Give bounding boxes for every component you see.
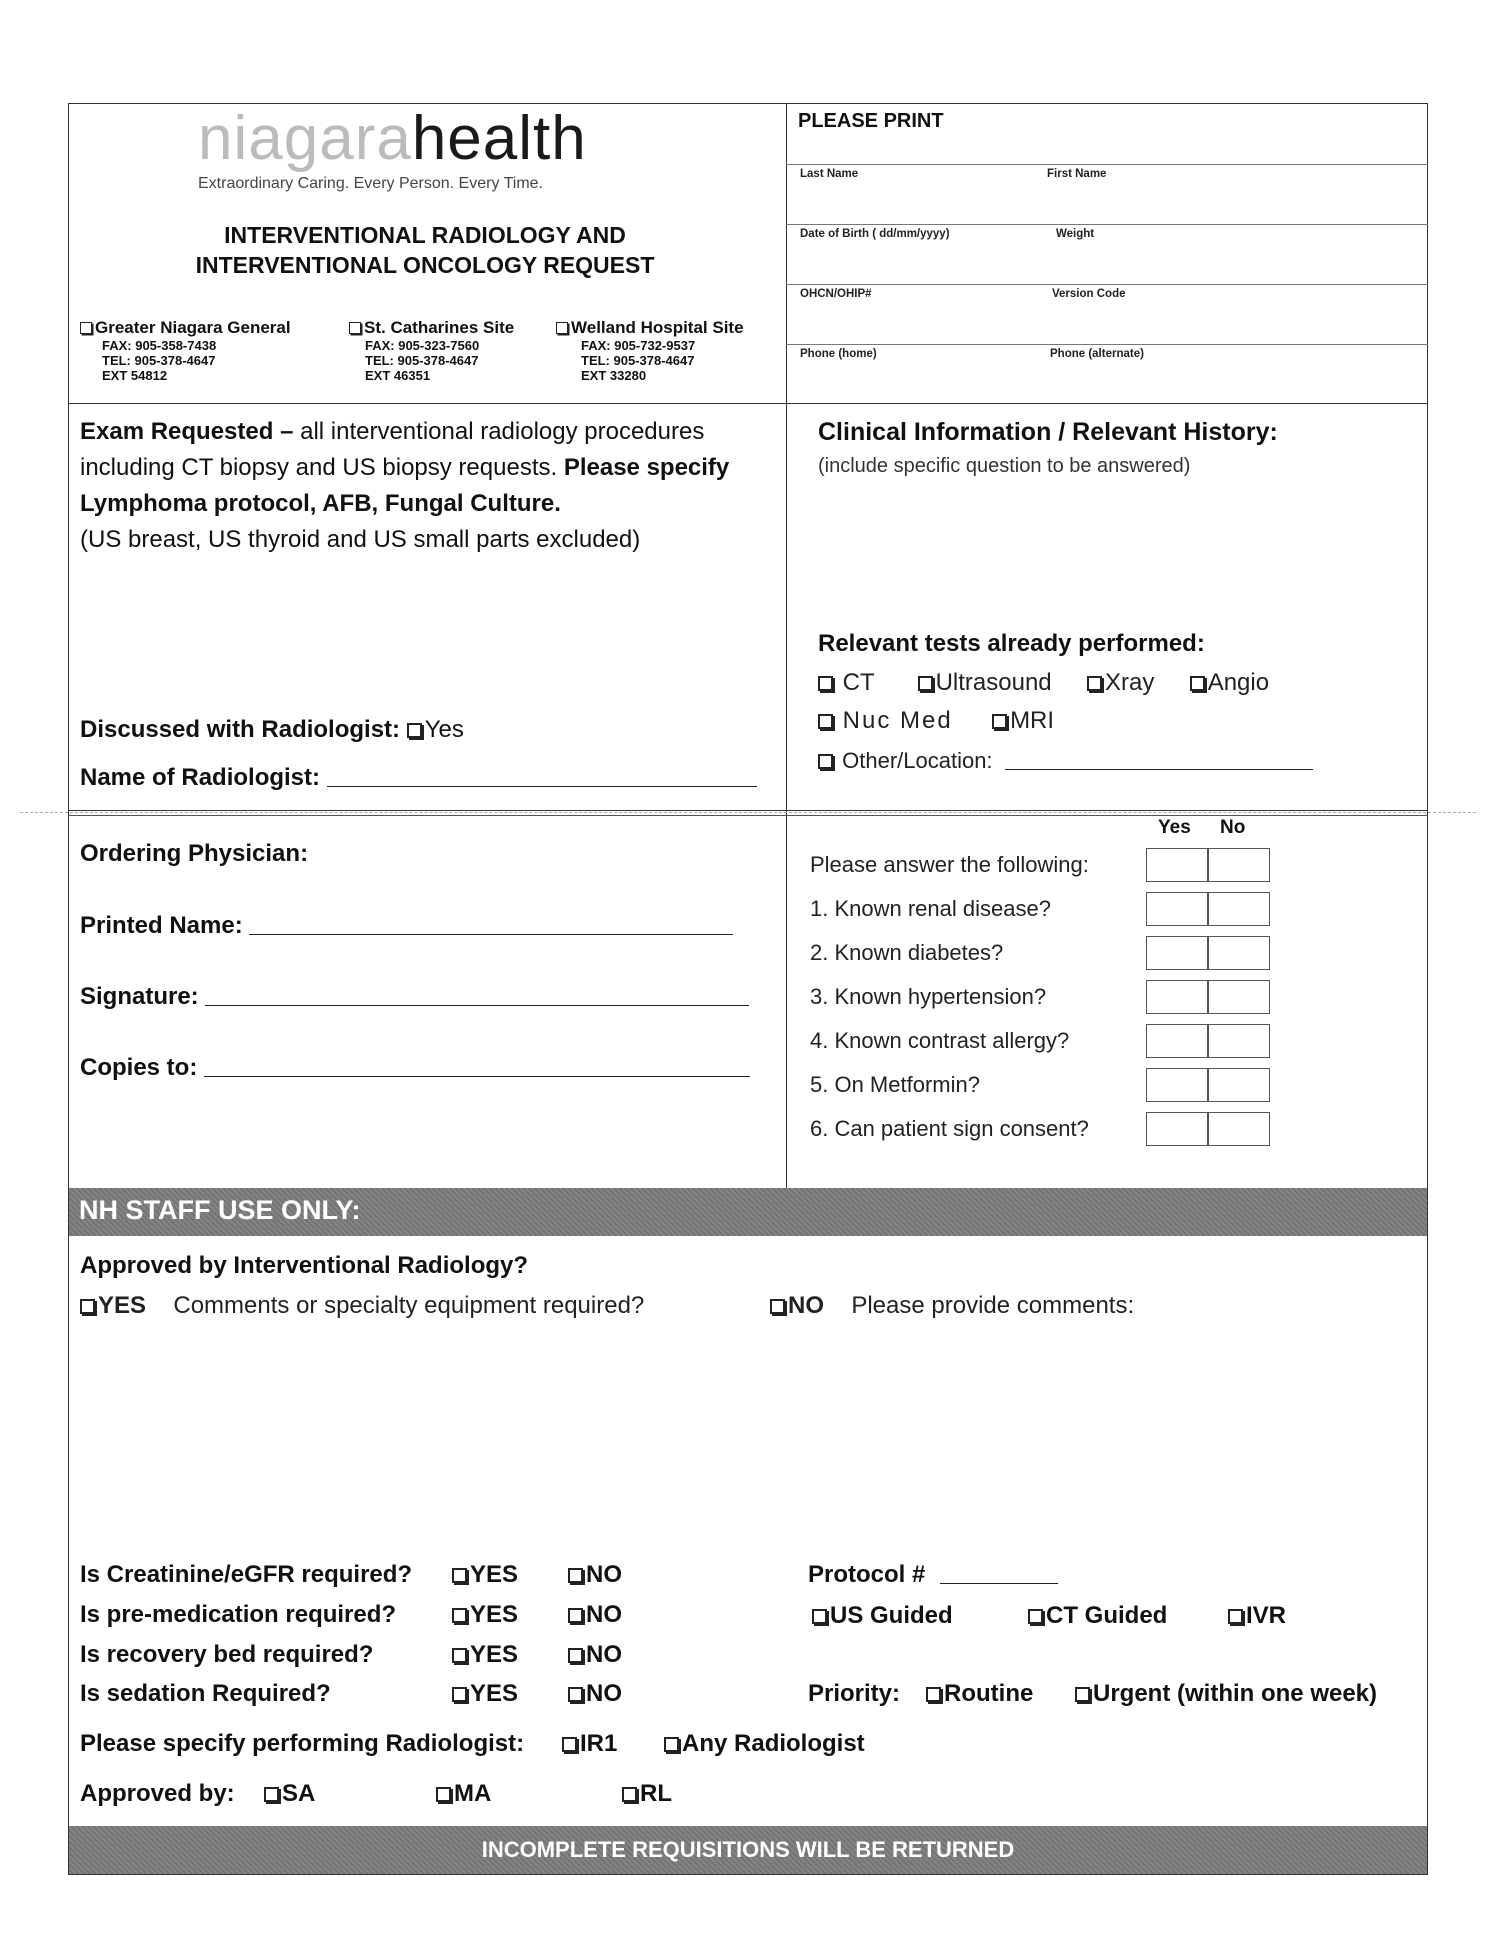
answer-6-yes[interactable]	[1146, 1112, 1208, 1146]
us-guided-option[interactable]	[812, 1602, 953, 1630]
approval-row	[80, 1292, 644, 1320]
sedation-label: Is sedation Required?	[80, 1680, 331, 1707]
approved-no-label: NO	[788, 1292, 824, 1319]
approved-by-rl[interactable]	[622, 1780, 672, 1808]
checkbox-icon	[562, 1737, 577, 1752]
test-ct-label: CT	[842, 669, 875, 696]
option-label: NO	[586, 1601, 622, 1628]
version-code-field[interactable]: Version Code	[1052, 288, 1126, 300]
checkbox-icon	[1028, 1609, 1043, 1624]
site-fax: FAX: 905-323-7560	[365, 338, 480, 353]
answer-5-no[interactable]	[1208, 1068, 1270, 1102]
staff-bar	[69, 1188, 1427, 1236]
any-radiologist-option[interactable]	[664, 1730, 865, 1758]
radiologist-name-label: Name of Radiologist:	[80, 764, 321, 791]
checkbox-icon	[452, 1648, 467, 1663]
tests-row-1	[818, 665, 1269, 701]
patient-line-4	[786, 344, 1428, 345]
recovery-no[interactable]	[568, 1641, 622, 1669]
checkbox-icon	[664, 1737, 679, 1752]
exam-text-2: including CT biopsy and US biopsy requests.	[80, 454, 558, 481]
ordering-heading: Ordering Physician:	[80, 840, 309, 867]
site-ext: EXT 33280	[581, 368, 647, 383]
phone-alt-field[interactable]: Phone (alternate)	[1050, 348, 1144, 360]
question-2: 2. Known diabetes?	[810, 940, 1004, 965]
weight-field[interactable]: Weight	[1056, 228, 1095, 240]
exam-text-3: Lymphoma protocol, AFB, Fungal Culture.	[80, 490, 561, 517]
no-header: No	[1220, 817, 1246, 838]
question-5: 5. On Metformin?	[810, 1072, 980, 1097]
signature-input[interactable]	[205, 1005, 749, 1006]
creatinine-no[interactable]	[568, 1561, 622, 1589]
priority-urgent[interactable]	[1075, 1680, 1377, 1708]
questions-intro: Please answer the following:	[810, 852, 1089, 877]
ivr-option[interactable]	[1228, 1602, 1286, 1630]
fold-line	[20, 812, 1476, 813]
sedation-yes[interactable]	[452, 1680, 518, 1708]
site-tel: TEL: 905-378-4647	[581, 353, 695, 368]
staff-bar-title: NH STAFF USE ONLY:	[79, 1195, 361, 1225]
checkbox-icon	[812, 1609, 827, 1624]
protocol-label: Protocol #	[808, 1561, 926, 1588]
test-ultrasound-checkbox[interactable]	[918, 676, 933, 691]
discussed-yes-label: Yes	[424, 716, 464, 743]
answer-3-yes[interactable]	[1146, 980, 1208, 1014]
test-mri-checkbox[interactable]	[992, 714, 1007, 729]
test-other-label: Other/Location:	[842, 748, 993, 773]
approved-by-ma[interactable]	[436, 1780, 491, 1808]
sedation-no[interactable]	[568, 1680, 622, 1708]
checkbox-icon	[926, 1687, 941, 1702]
answer-5-yes[interactable]	[1146, 1068, 1208, 1102]
test-mri-label: MRI	[1010, 707, 1055, 734]
option-label: Routine	[944, 1680, 1034, 1707]
other-location-input[interactable]	[1005, 769, 1313, 770]
yes-header: Yes	[1158, 817, 1191, 838]
title-line-1: INTERVENTIONAL RADIOLOGY AND	[224, 222, 626, 248]
tests-row-3	[818, 748, 1313, 774]
site-checkbox[interactable]	[80, 322, 92, 334]
checkbox-icon	[622, 1787, 637, 1802]
discussed-row	[80, 712, 464, 748]
approved-yes-checkbox[interactable]	[80, 1299, 95, 1314]
copies-label: Copies to:	[80, 1054, 198, 1081]
patient-line-2	[786, 224, 1428, 225]
site-st-catharines	[349, 318, 559, 383]
answer-intro-no[interactable]	[1208, 848, 1270, 882]
site-name: Welland Hospital Site	[571, 318, 744, 337]
discussed-label: Discussed with Radiologist:	[80, 716, 401, 743]
radiologist-name-input[interactable]	[327, 786, 757, 787]
option-label: NO	[586, 1641, 622, 1668]
tagline: Extraordinary Caring. Every Person. Every Time.	[198, 175, 544, 192]
site-tel: TEL: 905-378-4647	[102, 353, 216, 368]
site-name: St. Catharines Site	[364, 318, 515, 337]
option-label: US Guided	[830, 1602, 953, 1629]
approved-yes-text: Comments or specialty equipment required?	[173, 1292, 645, 1319]
site-welland	[556, 318, 786, 383]
recovery-label: Is recovery bed required?	[80, 1641, 374, 1668]
discussed-yes-checkbox[interactable]	[407, 723, 422, 738]
option-label: Urgent (within one week)	[1093, 1680, 1378, 1707]
answer-1-yes[interactable]	[1146, 892, 1208, 926]
logo-part1: niagara	[198, 104, 412, 173]
site-ext: EXT 46351	[365, 368, 431, 383]
logo	[198, 104, 587, 173]
printed-name-row	[80, 908, 733, 944]
ohcn-field[interactable]: OHCN/OHIP#	[800, 288, 872, 300]
phone-home-field[interactable]: Phone (home)	[800, 348, 877, 360]
option-label: YES	[470, 1680, 519, 1707]
answer-3-no[interactable]	[1208, 980, 1270, 1014]
test-other-checkbox[interactable]	[818, 754, 833, 769]
answer-2-no[interactable]	[1208, 936, 1270, 970]
test-xray-label: Xray	[1104, 669, 1155, 696]
exam-requested-block	[80, 414, 780, 558]
test-nuc-med-label: Nuc Med	[842, 707, 953, 734]
approved-question: Approved by Interventional Radiology?	[80, 1252, 529, 1279]
option-label: YES	[470, 1641, 519, 1668]
clinical-subheading: (include specific question to be answered)	[818, 455, 1191, 477]
first-name-field[interactable]: First Name	[1047, 168, 1107, 180]
form-title	[100, 220, 750, 280]
checkbox-icon	[1075, 1687, 1090, 1702]
test-ultrasound-label: Ultrasound	[935, 669, 1052, 696]
header-divider	[786, 103, 787, 1188]
question-1: 1. Known renal disease?	[810, 896, 1051, 921]
checkbox-icon	[568, 1608, 583, 1623]
question-6: 6. Can patient sign consent?	[810, 1116, 1089, 1141]
checkbox-icon	[436, 1787, 451, 1802]
copies-input[interactable]	[204, 1076, 750, 1077]
checkbox-icon	[568, 1568, 583, 1583]
test-xray-checkbox[interactable]	[1087, 676, 1102, 691]
checkbox-icon	[452, 1568, 467, 1583]
approved-yes-label: YES	[98, 1292, 147, 1319]
patient-line-1	[786, 164, 1428, 165]
test-nuc-med-checkbox[interactable]	[818, 714, 833, 729]
section-divider-3	[68, 815, 1428, 816]
printed-name-input[interactable]	[249, 934, 733, 935]
site-checkbox[interactable]	[349, 322, 361, 334]
premed-label: Is pre-medication required?	[80, 1601, 397, 1628]
site-ext: EXT 54812	[102, 368, 168, 383]
answer-4-yes[interactable]	[1146, 1024, 1208, 1058]
option-label: IR1	[580, 1730, 618, 1757]
checkbox-icon	[452, 1687, 467, 1702]
tests-heading: Relevant tests already performed:	[818, 630, 1205, 657]
checkbox-icon	[1228, 1609, 1243, 1624]
footer-text: INCOMPLETE REQUISITIONS WILL BE RETURNED	[481, 1837, 1015, 1862]
ir1-option[interactable]	[562, 1730, 617, 1758]
checkbox-icon	[568, 1648, 583, 1663]
test-angio-label: Angio	[1207, 669, 1270, 696]
logo-part2: health	[411, 104, 587, 173]
option-label: CT Guided	[1046, 1602, 1168, 1629]
option-label: SA	[282, 1780, 316, 1807]
option-label: RL	[640, 1780, 672, 1807]
please-print: PLEASE PRINT	[798, 110, 944, 132]
answer-1-no[interactable]	[1208, 892, 1270, 926]
priority-label: Priority:	[808, 1680, 901, 1707]
tests-row-2	[818, 703, 1054, 739]
priority-routine[interactable]	[926, 1680, 1033, 1708]
option-label: IVR	[1246, 1602, 1287, 1629]
question-3: 3. Known hypertension?	[810, 984, 1047, 1009]
checkbox-icon	[568, 1687, 583, 1702]
answer-intro-yes[interactable]	[1146, 848, 1208, 882]
premed-yes[interactable]	[452, 1601, 518, 1629]
site-name: Greater Niagara General	[95, 318, 291, 337]
test-ct-checkbox[interactable]	[818, 676, 833, 691]
performing-label: Please specify performing Radiologist:	[80, 1730, 525, 1757]
section-divider-1	[68, 403, 1428, 404]
dob-field[interactable]: Date of Birth ( dd/mm/yyyy)	[800, 228, 950, 240]
title-line-2: INTERVENTIONAL ONCOLOGY REQUEST	[195, 252, 655, 278]
site-tel: TEL: 905-378-4647	[365, 353, 479, 368]
premed-no[interactable]	[568, 1601, 622, 1629]
creatinine-yes[interactable]	[452, 1561, 518, 1589]
exam-heading: Exam Requested –	[80, 418, 294, 445]
answer-4-no[interactable]	[1208, 1024, 1270, 1058]
protocol-row	[808, 1561, 1058, 1589]
creatinine-label: Is Creatinine/eGFR required?	[80, 1561, 413, 1588]
signature-row	[80, 979, 749, 1015]
protocol-input[interactable]	[940, 1583, 1058, 1584]
approved-by-label: Approved by:	[80, 1780, 235, 1807]
exam-text-2-bold: Please specify	[563, 454, 730, 481]
site-checkbox[interactable]	[556, 322, 568, 334]
checkbox-icon	[452, 1608, 467, 1623]
copies-row	[80, 1050, 750, 1086]
section-divider-2	[68, 810, 1428, 811]
question-4: 4. Known contrast allergy?	[810, 1028, 1070, 1053]
option-label: MA	[454, 1780, 492, 1807]
option-label: YES	[470, 1561, 519, 1588]
footer-bar	[69, 1826, 1427, 1874]
checkbox-icon	[264, 1787, 279, 1802]
test-angio-checkbox[interactable]	[1190, 676, 1205, 691]
approved-by-sa[interactable]	[264, 1780, 315, 1808]
answer-2-yes[interactable]	[1146, 936, 1208, 970]
patient-line-3	[786, 284, 1428, 285]
approval-no-row	[770, 1292, 1134, 1320]
approved-no-checkbox[interactable]	[770, 1299, 785, 1314]
clinical-heading: Clinical Information / Relevant History:	[818, 418, 1278, 446]
site-greater-niagara	[80, 318, 340, 383]
answer-6-no[interactable]	[1208, 1112, 1270, 1146]
site-fax: FAX: 905-732-9537	[581, 338, 696, 353]
last-name-field[interactable]: Last Name	[800, 168, 859, 180]
option-label: NO	[586, 1561, 622, 1588]
exam-text-4: (US breast, US thyroid and US small parts excluded)	[80, 526, 641, 553]
printed-name-label: Printed Name:	[80, 912, 243, 939]
option-label: NO	[586, 1680, 622, 1707]
signature-label: Signature:	[80, 983, 199, 1010]
ct-guided-option[interactable]	[1028, 1602, 1167, 1630]
approved-no-text: Please provide comments:	[851, 1292, 1135, 1319]
recovery-yes[interactable]	[452, 1641, 518, 1669]
option-label: Any Radiologist	[682, 1730, 865, 1757]
site-fax: FAX: 905-358-7438	[102, 338, 217, 353]
exam-text-1: all interventional radiology procedures	[300, 418, 705, 445]
option-label: YES	[470, 1601, 519, 1628]
radiologist-name-row	[80, 760, 757, 796]
